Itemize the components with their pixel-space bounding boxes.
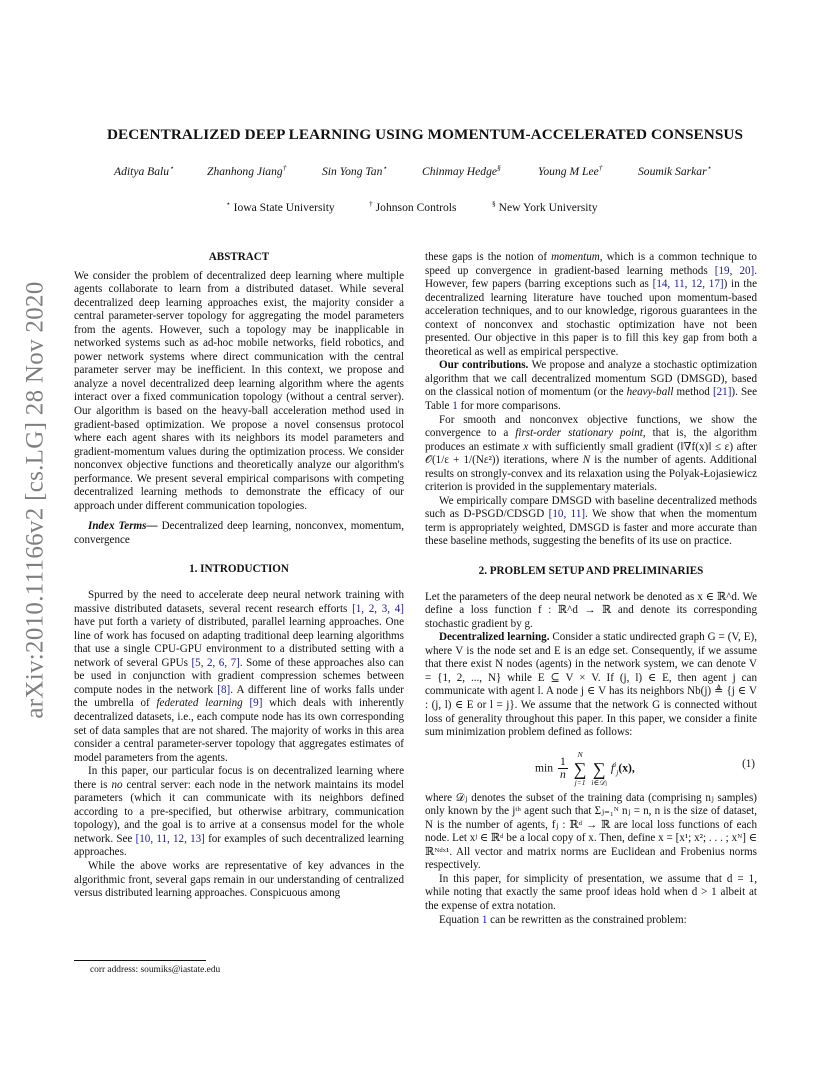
intro-paragraph-2: In this paper, our particular focus is on decentralized learning where there is no central server: each node in the network maintains its model parameters (which it can communicate with its neighbors defined according to a pre-specified, but otherwise arbitrary, communication topology), and the goal is to arrive at a consensus model for the whole network. See [10, 11, 12, 13] for examples of such decentralized learning approaches.: [74, 765, 405, 859]
abstract-text: We consider the problem of decentralized deep learning where multiple agents collaborate to learn from a distributed dataset. While several decentralized deep learning approaches exist, the majority consider a central parameter-server topology for aggregating the model parameters from the agents. However, such a topology may be inapplicable in networked systems such as ad-hoc mobile networks, field robotics, and power network systems where direct communication with the central parameter server may be inefficient. In this context, we propose and analyze a novel decentralized deep learning algorithm where the agents interact over a fixed communication topology (without a central server). Our algorithm is based on the heavy-ball acceleration method used in gradient-based optimization. We propose a novel consensus protocol where each agent shares with its neighbors its model parameters and gradient-momentum values during the optimization process. We consider nonconvex objective functions and theoretically analyze our algorithm's performance. We present several empirical comparisons with competing decentralized learning methods to demonstrate the efficacy of our approach under different communication topologies.: [74, 269, 404, 512]
abstract-heading: ABSTRACT: [208, 251, 270, 263]
citation-link[interactable]: [9]: [249, 697, 263, 710]
author-list: [0, 165, 828, 185]
intro-paragraph-3: While the above works are representative of key advances in the algorithmic front, several gaps remain in our understanding of centralized versus distributed learning approaches. Conspicuous among: [74, 859, 404, 900]
citation-link[interactable]: [1, 2, 3, 4]: [352, 602, 404, 615]
equation-body: min $\frac{1}{n}$ N ∑ j=1 ∑ i∈𝒟ⱼ $f^i_j(x)$,: [535, 749, 635, 787]
author: Chinmay Hedge§: [422, 163, 501, 178]
author: Aditya Balu⋆: [114, 163, 174, 178]
intro-paragraph-1: Spurred by the need to accelerate deep neural network training with massive distributed datasets, several recent research efforts [1, 2, 3, 4] have put forth a variety of distributed, parallel learning approaches. One line of work has focused on adapting traditional deep learning algorithms that use a single CPU-GPU environment to a distributed setting with a network of several GPUs [5, 2, 6, 7]. Some of these approaches also can be used in conjunction with gradient compression schemes between compute nodes in the network [8]. A different line of works falls under the umbrella of federated learning [9] which deals with inherently decentralized datasets, i.e., each compute node has its own corresponding set of data samples that are not shared. The majority of works in this area consider a central parameter-server topology that aggregates estimates of model parameters from the agents.: [74, 589, 405, 764]
affiliation-list: [0, 201, 828, 221]
author: Zhanhong Jiang†: [207, 163, 287, 178]
contributions-paragraph: Our contributions. We propose and analyze a stochastic optimization algorithm that we call decentralized momentum SGD (DMSGD), based on the classical notion of momentum (or the heavy-ball method [21]). See Table 1 for more comparisons.: [425, 359, 758, 413]
affiliation: ⋆ Iowa State University: [226, 199, 335, 214]
equation-ref-link[interactable]: 1: [481, 913, 488, 926]
affiliation: † Johnson Controls: [369, 199, 457, 214]
citation-link[interactable]: [14, 11, 12, 17]: [652, 278, 724, 291]
citation-link[interactable]: [10, 11, 12, 13]: [135, 832, 205, 845]
section-2-heading: 2. PROBLEM SETUP AND PRELIMINARIES: [478, 565, 704, 578]
author: Sin Yong Tan⋆: [322, 163, 388, 178]
citation-link[interactable]: [19, 20]: [714, 264, 755, 277]
author: Young M Lee†: [538, 163, 603, 178]
paper-title: DECENTRALIZED DEEP LEARNING USING MOMENTUM-ACCELERATED CONSENSUS: [106, 126, 744, 143]
footnote: corr address: soumiks@iastate.edu: [90, 965, 221, 975]
footnote-rule: [74, 960, 206, 961]
arxiv-stamp-text: arXiv:2010.11166v2 [cs.LG] 28 Nov 2020: [22, 281, 49, 719]
right-column: [425, 251, 757, 927]
equation-1: [425, 744, 757, 788]
arxiv-stamp: [12, 280, 60, 720]
simplicity-paragraph: In this paper, for simplicity of presentation, we assume that d = 1, while noting that exactly the same proof ideas hold when d > 1 albeit at the expense of extra notation.: [425, 872, 757, 912]
empirical-paragraph: We empirically compare DMSGD with baseline decentralized methods such as D-PSGD/CDSGD [10, 11]. We show that when the momentum term is appropriately weighted, DMSGD is faster and more accurate than these baseline methods, suggesting the benefits of its use on practice.: [425, 494, 757, 548]
equation-number: (1): [742, 757, 755, 770]
parameters-paragraph: Let the parameters of the deep neural network be denoted as x ∈ ℝ^d. We define a loss function f : ℝ^d → ℝ and denote its corresponding stochastic gradient by g.: [425, 590, 757, 630]
citation-link[interactable]: [21]: [712, 386, 732, 399]
index-terms: Index Terms— Decentralized deep learning, nonconvex, momentum, convergence: [74, 520, 404, 546]
left-column: [74, 251, 404, 901]
author: Soumik Sarkar⋆: [638, 163, 712, 178]
citation-link[interactable]: [5, 2, 6, 7]: [191, 656, 240, 669]
citation-link[interactable]: [8]: [217, 683, 231, 696]
equation-rewrite-paragraph: Equation 1 can be rewritten as the constrained problem:: [439, 913, 687, 926]
where-paragraph: where 𝒟ⱼ denotes the subset of the training data (comprising nⱼ samples) only known by the jᵗʰ agent such that Σⱼ₌₁ᴺ nⱼ = n, n is the size of dataset, N is the number of agents, fⱼ : ℝᵈ → ℝ are local loss functions of each node. Let xʲ ∈ ℝᵈ be a local copy of x. Then, define x = [x¹; x²; . . . ; xᴺ] ∈ ℝᴺᵈˣ¹. All vector and matrix norms are Euclidean and Frobenius norms respectively.: [425, 791, 757, 872]
citation-link[interactable]: [10, 11]: [548, 508, 586, 521]
intro-heading: 1. INTRODUCTION: [189, 563, 289, 576]
table-ref-link[interactable]: 1: [452, 400, 458, 413]
momentum-paragraph: these gaps is the notion of momentum, which is a common technique to speed up convergence in gradient-based learning methods [19, 20]. However, few papers (barring exceptions such as [14, 11, 12, 17]) in the decentralized learning literature have touched upon momentum-based acceleration techniques, and to our knowledge, rigorous guarantees in the context of nonconvex and stochastic optimization have not been presented. Our objective in this paper is to fill this key gap from both a theoretical as well as empirical perspective.: [425, 251, 758, 358]
decentralized-learning-paragraph: Decentralized learning. Consider a static undirected graph G = (V, E), where V is the node set and E is an edge set. Consequently, if we assume that there exist N nodes (agents) in the network system, we can denote V = {1, 2, ..., N} while E ⊆ V × V. If (j, l) ∈ E, then agent j can communicate with agent l. A node j ∈ V has its neighbors Nb(j) ≜ {j ∈ V : (j, l) ∈ E or l = j}. We assume that the network G is connected without loss of generality throughout this paper. In this paper, we consider a finite sum minimization problem defined as follows:: [425, 631, 757, 739]
affiliation: § New York University: [492, 199, 598, 214]
convergence-paragraph: For smooth and nonconvex objective functions, we show the convergence to a first-order stationary point, that is, the algorithm produces an estimate x with sufficiently small gradient (‖∇f(x)‖ ≤ ε) after 𝒪(1/ε + 1/(Nε²)) iterations, where N is the number of agents. Additional results on strongly-convex and its relaxation using the Polyak-Łojasiewicz criterion is provided in the supplementary materials.: [425, 413, 757, 494]
